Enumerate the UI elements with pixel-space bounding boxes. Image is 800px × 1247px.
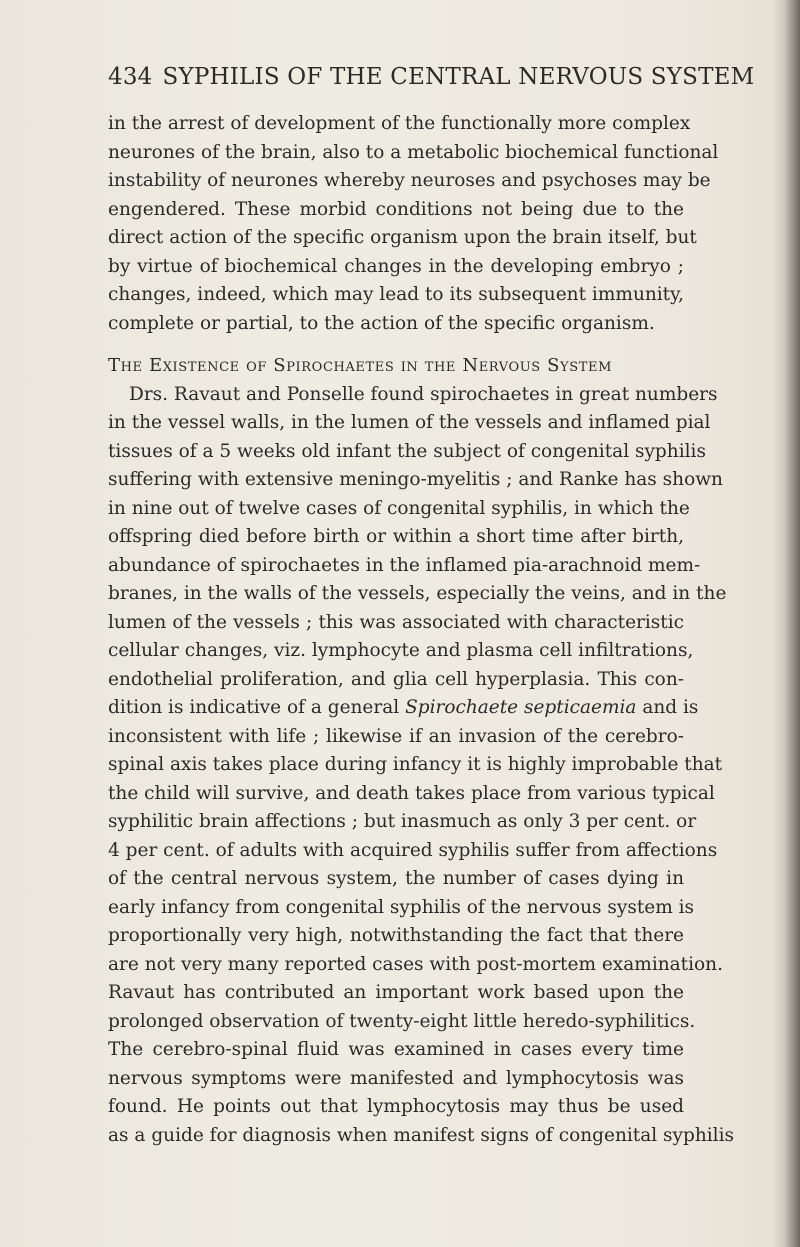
text-line: are not very many reported cases with post-mortem examination. [108, 953, 723, 975]
text-line: prolonged observation of twenty-eight little heredo-syphilitics. [108, 1010, 696, 1032]
text-line: nervous symptoms were manifested and lymphocytosis was [108, 1067, 684, 1089]
text-line: endothelial proliferation, and glia cell hyperplasia. This con- [108, 668, 684, 690]
text-line-with-italic [108, 694, 699, 723]
text-line: changes, indeed, which may lead to its subsequent immunity, [108, 284, 684, 305]
text-line: The cerebro-spinal fluid was examined in cases every time [108, 1039, 684, 1060]
text-line: the child will survive, and death takes place from various typical [108, 782, 715, 804]
text-line: proportionally very high, notwithstanding the fact that there [108, 925, 684, 946]
text-line: abundance of spirochaetes in the inflamed pia-arachnoid mem- [108, 554, 701, 576]
text-line: as a guide for diagnosis when manifest signs of congenital syphilis [108, 1124, 734, 1146]
text-line: found. He points out that lymphocytosis may thus be used [108, 1096, 684, 1117]
text-line: spinal axis takes place during infancy it is highly improbable that [108, 754, 723, 775]
text-line: in the arrest of development of the functionally more complex [108, 113, 691, 134]
text-fragment: and is [636, 697, 699, 718]
text-line: offspring died before birth or within a short time after birth, [108, 526, 684, 547]
text-line: by virtue of biochemical changes in the developing embryo ; [108, 255, 684, 277]
text-line: syphilitic brain affections ; but inasmuch as only 3 per cent. or [108, 811, 697, 832]
page-number: 434 [108, 64, 153, 90]
text-line: 4 per cent. of adults with acquired syphilis suffer from affections [108, 839, 718, 861]
text-line: cellular changes, viz. lymphocyte and plasma cell infiltrations, [108, 640, 694, 661]
text-fragment: dition is indicative of a general [108, 697, 406, 718]
text-line: lumen of the vessels ; this was associated with characteristic [108, 611, 684, 633]
text-line: suffering with extensive meningo-myelitis ; and Ranke has shown [108, 469, 723, 490]
text-line: in nine out of twelve cases of congenital syphilis, in which the [108, 497, 690, 519]
running-head [108, 64, 755, 90]
text-line: inconsistent with life ; likewise if an invasion of the cerebro- [108, 725, 684, 747]
text-line: of the central nervous system, the number of cases dying in [108, 868, 684, 889]
text-line: engendered. These morbid conditions not being due to the [108, 198, 684, 220]
text-line: in the vessel walls, in the lumen of the vessels and inflamed pial [108, 412, 711, 433]
paragraph-spirochaetes [108, 381, 734, 1151]
text-line: direct action of the specific organism upon the brain itself, but [108, 227, 697, 248]
running-title: SYPHILIS OF THE CENTRAL NERVOUS SYSTEM [162, 64, 755, 90]
text-line: tissues of a 5 weeks old infant the subject of congenital syphilis [108, 440, 706, 462]
text-line: Ravaut has contributed an important work based upon the [108, 982, 684, 1003]
italic-term: Spirochaete septicaemia [405, 697, 637, 718]
paragraph-continuation [108, 110, 719, 338]
text-line: early infancy from congenital syphilis of the nervous system is [108, 896, 695, 918]
section-heading: The Existence of Spirochaetes in the Nervous System [108, 355, 612, 376]
text-line: instability of neurones whereby neuroses and psychoses may be [108, 170, 711, 191]
text-line: complete or partial, to the action of the specific organism. [108, 312, 655, 334]
text-line: branes, in the walls of the vessels, especially the veins, and in the [108, 583, 727, 604]
body-text [108, 110, 734, 1150]
page-edge-shadow [772, 0, 800, 1247]
text-line: neurones of the brain, also to a metabolic biochemical functional [108, 141, 719, 163]
text-line: Drs. Ravaut and Ponselle found spirochaetes in great numbers [129, 383, 718, 405]
